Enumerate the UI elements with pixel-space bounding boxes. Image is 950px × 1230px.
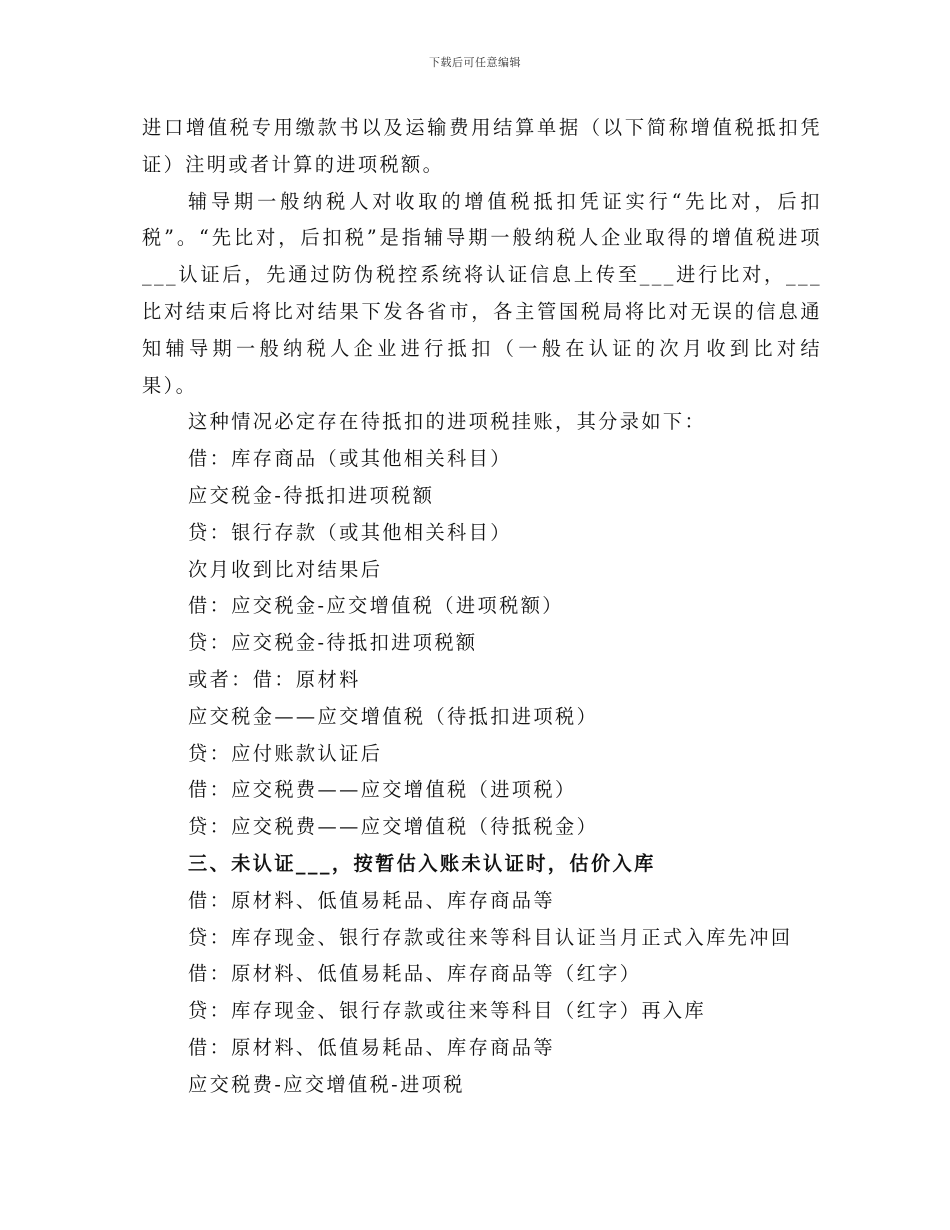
journal-entry-line: 应交税金-待抵扣进项税额 [188,483,435,507]
paragraph-input-tax-documents: 进口增值税专用缴款书以及运输费用结算单据（以下简称增值税抵扣凭证）注明或者计算的进项税额。 [142,116,822,176]
journal-entry-line: 或者：借：原材料 [188,667,361,691]
section-heading: 三、未认证___，按暂估入账未认证时，估价入库 [188,851,656,875]
journal-entry-line: 借：应交税费——应交增值税（进项税） [188,778,577,802]
journal-entry-line: 贷：应付账款认证后 [188,741,383,765]
page-header: 下载后可任意编辑 [429,56,521,69]
journal-entry-line: 借：原材料、低值易耗品、库存商品等（红字） [188,962,642,986]
journal-entry-line: 贷：应交税金-待抵扣进项税额 [188,631,478,655]
text-line: 次月收到比对结果后 [188,557,383,581]
journal-entry-line: 应交税金——应交增值税（待抵扣进项税） [188,704,599,728]
text-line: 这种情况必定存在待抵扣的进项税挂账，其分录如下： [188,410,707,434]
journal-entry-line: 贷：银行存款（或其他相关科目） [188,520,512,544]
journal-entry-line: 应交税费-应交增值税-进项税 [188,1072,465,1096]
journal-entry-line: 借：库存商品（或其他相关科目） [188,447,512,471]
journal-entry-line: 借：原材料、低值易耗品、库存商品等 [188,888,555,912]
journal-entry-line: 贷：库存现金、银行存款或往来等科目（红字）再入库 [188,999,707,1023]
journal-entry-line: 贷：应交税费——应交增值税（待抵税金） [188,815,599,839]
journal-entry-line: 借：应交税金-应交增值税（进项税额） [188,594,564,618]
journal-entry-line: 贷：库存现金、银行存款或往来等科目认证当月正式入库先冲回 [188,925,793,949]
paragraph-compare-then-deduct: 辅导期一般纳税人对收取的增值税抵扣凭证实行“先比对，后扣税”。“先比对，后扣税”是指辅导期一般纳税人企业取得的增值税进项___认证后，先通过防伪税控系统将认证信息上传至___进行比对，___比对结束后将比对结果下发各省市，各主管国税局将比对无误的信息通知辅导期一般纳税人企业进行抵扣（一般在认证的次月收到比对结果）。 [142,189,822,397]
journal-entry-line: 借：原材料、低值易耗品、库存商品等 [188,1035,555,1059]
document-body [142,110,822,1104]
